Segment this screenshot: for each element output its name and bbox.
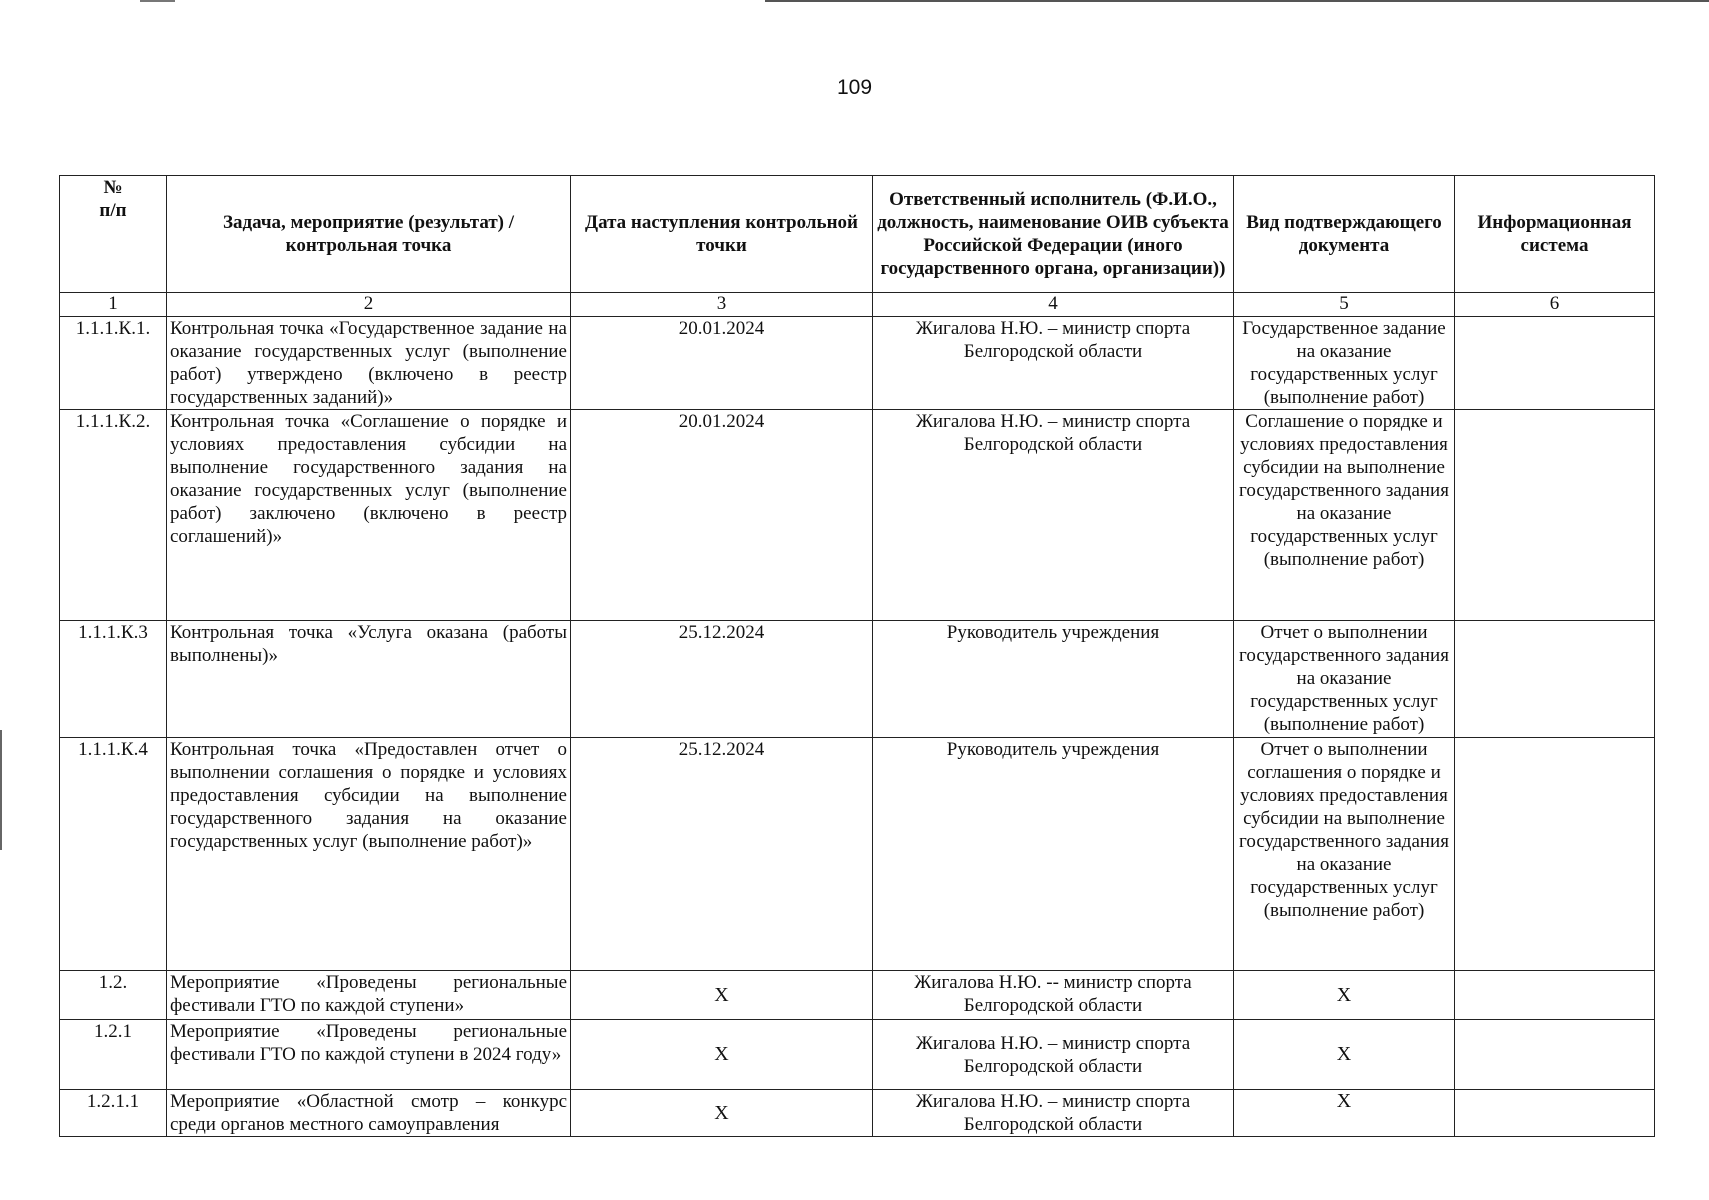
row-responsible: Жигалова Н.Ю. – министр спорта Белгородской области <box>873 1090 1234 1137</box>
header-number <box>60 176 167 293</box>
header-system: Информационная система <box>1455 176 1655 293</box>
scan-edge-mark <box>0 730 2 850</box>
column-index: 3 <box>571 293 873 317</box>
header-responsible: Ответственный исполнитель (Ф.И.О., должность, наименование ОИВ субъекта Российской Федерации (иного государственного органа, организации)) <box>873 176 1234 293</box>
row-number: 1.2.1.1 <box>60 1090 167 1137</box>
row-date: Х <box>571 1090 873 1137</box>
header-task: Задача, мероприятие (результат) / контрольная точка <box>167 176 571 293</box>
table-row <box>60 1020 1655 1090</box>
header-number-text: № п/п <box>99 177 127 221</box>
column-index: 2 <box>167 293 571 317</box>
row-date: 25.12.2024 <box>571 621 873 738</box>
row-task: Контрольная точка «Предоставлен отчет о выполнении соглашения о порядке и условиях предоставления субсидии на выполнение государственного задания на оказание государственных услуг (выполнение работ)» <box>167 738 571 971</box>
row-document: Х <box>1234 971 1455 1020</box>
row-document: Соглашение о порядке и условиях предоставления субсидии на выполнение государственного задания на оказание государственных услуг (выполнение работ) <box>1234 410 1455 621</box>
row-responsible: Жигалова Н.Ю. – министр спорта Белгородской области <box>873 410 1234 621</box>
row-document: Х <box>1234 1020 1455 1090</box>
row-document: Х <box>1234 1090 1455 1137</box>
row-task: Контрольная точка «Соглашение о порядке и условиях предоставления субсидии на выполнение государственного задания на оказание государственных услуг (выполнение работ) заключено (включено в реестр соглашений)» <box>167 410 571 621</box>
row-task: Мероприятие «Областной смотр – конкурс среди органов местного самоуправления <box>167 1090 571 1137</box>
row-number: 1.1.1.К.1. <box>60 317 167 410</box>
scan-edge-line <box>140 0 175 2</box>
table-row <box>60 410 1655 621</box>
row-number: 1.1.1.К.2. <box>60 410 167 621</box>
table-index-row <box>60 293 1655 317</box>
row-system <box>1455 317 1655 410</box>
row-task: Контрольная точка «Государственное задание на оказание государственных услуг (выполнение работ) утверждено (включено в реестр государственных заданий)» <box>167 317 571 410</box>
row-system <box>1455 738 1655 971</box>
row-number: 1.2.1 <box>60 1020 167 1090</box>
table-row <box>60 317 1655 410</box>
row-date: Х <box>571 971 873 1020</box>
column-index: 6 <box>1455 293 1655 317</box>
row-number: 1.2. <box>60 971 167 1020</box>
header-document: Вид подтверждающего документа <box>1234 176 1455 293</box>
table-header-row <box>60 176 1655 293</box>
column-index: 1 <box>60 293 167 317</box>
table-row <box>60 738 1655 971</box>
row-date: Х <box>571 1020 873 1090</box>
row-task: Контрольная точка «Услуга оказана (работы выполнены)» <box>167 621 571 738</box>
row-system <box>1455 621 1655 738</box>
row-responsible: Жигалова Н.Ю. – министр спорта Белгородской области <box>873 1020 1234 1090</box>
row-task: Мероприятие «Проведены региональные фестивали ГТО по каждой ступени в 2024 году» <box>167 1020 571 1090</box>
row-responsible: Жигалова Н.Ю. – министр спорта Белгородской области <box>873 317 1234 410</box>
row-number: 1.1.1.К.3 <box>60 621 167 738</box>
row-date: 20.01.2024 <box>571 317 873 410</box>
row-task: Мероприятие «Проведены региональные фестивали ГТО по каждой ступени» <box>167 971 571 1020</box>
row-system <box>1455 971 1655 1020</box>
row-document: Отчет о выполнении государственного задания на оказание государственных услуг (выполнение работ) <box>1234 621 1455 738</box>
control-points-table <box>59 175 1655 1137</box>
scan-edge-line <box>765 0 1709 2</box>
row-system <box>1455 1020 1655 1090</box>
table-row <box>60 971 1655 1020</box>
row-system <box>1455 410 1655 621</box>
row-responsible: Руководитель учреждения <box>873 621 1234 738</box>
header-date: Дата наступления контрольной точки <box>571 176 873 293</box>
row-document: Отчет о выполнении соглашения о порядке и условиях предоставления субсидии на выполнение государственного задания на оказание государственных услуг (выполнение работ) <box>1234 738 1455 971</box>
row-date: 20.01.2024 <box>571 410 873 621</box>
table-row <box>60 1090 1655 1137</box>
row-date: 25.12.2024 <box>571 738 873 971</box>
row-system <box>1455 1090 1655 1137</box>
column-index: 4 <box>873 293 1234 317</box>
row-responsible: Руководитель учреждения <box>873 738 1234 971</box>
row-number: 1.1.1.К.4 <box>60 738 167 971</box>
row-responsible: Жигалова Н.Ю. -- министр спорта Белгородской области <box>873 971 1234 1020</box>
column-index: 5 <box>1234 293 1455 317</box>
row-document: Государственное задание на оказание государственных услуг (выполнение работ) <box>1234 317 1455 410</box>
table-row <box>60 621 1655 738</box>
page-number: 109 <box>836 76 873 99</box>
